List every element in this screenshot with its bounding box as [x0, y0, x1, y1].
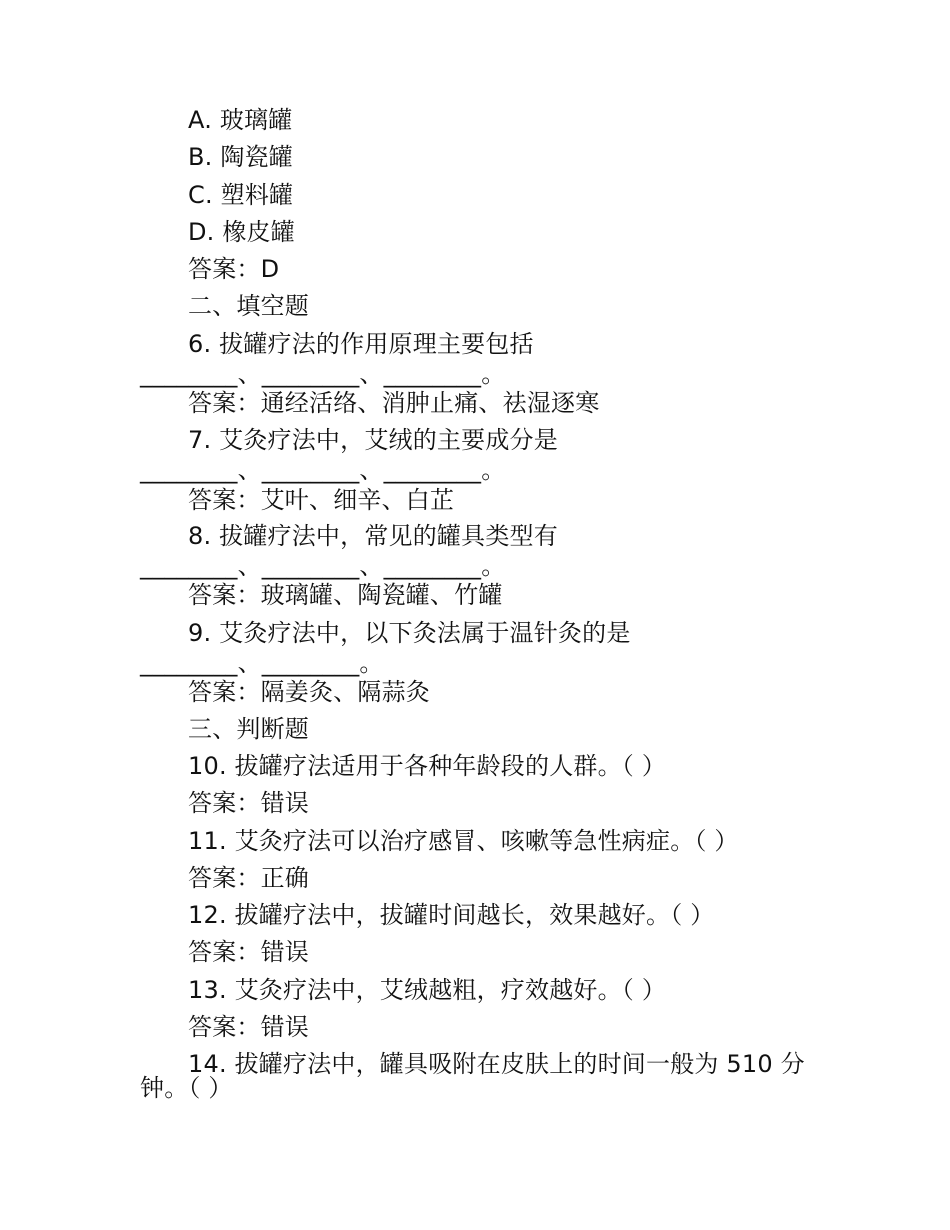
answer-9: 答案：隔姜灸、隔蒜灸	[188, 678, 430, 706]
option-a: A. 玻璃罐	[188, 106, 293, 134]
option-b: B. 陶瓷罐	[188, 143, 293, 171]
option-d: D. 橡皮罐	[188, 218, 295, 246]
question-6-blanks: ________、________、________。	[140, 360, 506, 388]
question-9-blanks: ________、________。	[140, 649, 384, 677]
question-11: 11. 艾灸疗法可以治疗感冒、咳嗽等急性病症。（ ）	[188, 827, 739, 855]
answer-6: 答案：通经活络、消肿止痛、祛湿逐寒	[188, 389, 600, 417]
question-7: 7. 艾灸疗法中，艾绒的主要成分是	[188, 426, 558, 454]
answer-7: 答案：艾叶、细辛、白芷	[188, 486, 455, 514]
question-14: 14. 拔罐疗法中，罐具吸附在皮肤上的时间一般为 510 分	[188, 1050, 805, 1078]
question-14-continued: 钟。（ ）	[140, 1074, 233, 1102]
question-8: 8. 拔罐疗法中，常见的罐具类型有	[188, 522, 558, 550]
answer-8: 答案：玻璃罐、陶瓷罐、竹罐	[188, 581, 503, 609]
question-7-blanks: ________、________、________。	[140, 456, 506, 484]
question-8-blanks: ________、________、________。	[140, 552, 506, 580]
question-13: 13. 艾灸疗法中，艾绒越粗，疗效越好。（ ）	[188, 976, 667, 1004]
answer-12: 答案：错误	[188, 938, 309, 966]
section-heading-fill-in: 二、填空题	[188, 292, 309, 320]
question-9: 9. 艾灸疗法中，以下灸法属于温针灸的是	[188, 619, 631, 647]
answer-13: 答案：错误	[188, 1013, 309, 1041]
option-c: C. 塑料罐	[188, 181, 294, 209]
question-6: 6. 拔罐疗法的作用原理主要包括	[188, 330, 534, 358]
question-12: 12. 拔罐疗法中，拔罐时间越长，效果越好。（ ）	[188, 901, 715, 929]
question-10: 10. 拔罐疗法适用于各种年龄段的人群。（ ）	[188, 752, 667, 780]
section-heading-true-false: 三、判断题	[188, 715, 309, 743]
answer-11: 答案：正确	[188, 864, 309, 892]
answer-10: 答案：错误	[188, 789, 309, 817]
answer-5: 答案：D	[188, 255, 280, 283]
